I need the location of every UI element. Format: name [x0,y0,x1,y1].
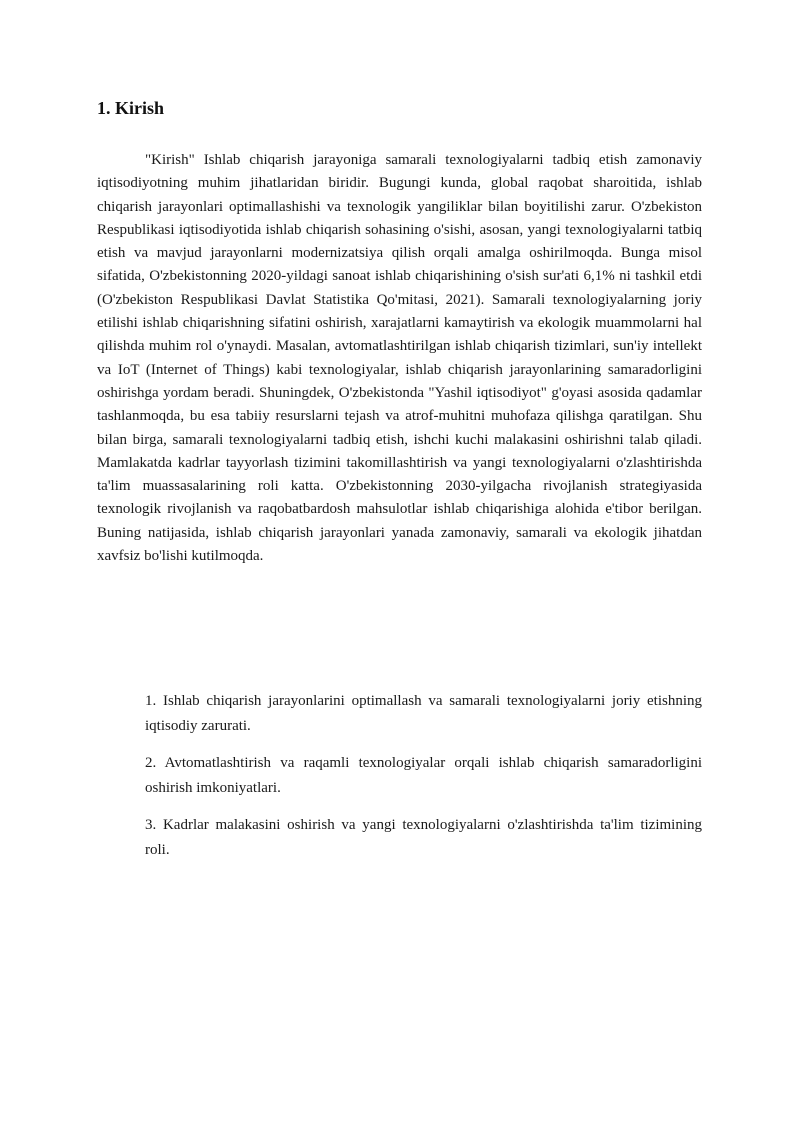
numbered-list [145,689,702,875]
list-item: 2. Avtomatlashtirish va raqamli texnologiyalar orqali ishlab chiqarish samaradorligini oshirish imkoniyatlari. [145,755,702,796]
list-item: 3. Kadrlar malakasini oshirish va yangi texnologiyalarni o'zlashtirishda ta'lim tizimining roli. [145,817,702,858]
intro-paragraph: "Kirish" Ishlab chiqarish jarayoniga samarali texnologiyalarni tadbiq etish zamonaviy iqtisodiyotning muhim jihatlaridan biridir. Bugungi kunda, global raqobat sharoitida, ishlab chiqarish jarayonlari optimallashishi va texnologik yangiliklar bilan boyitilishi zarur. O'zbekiston Respublikasi iqtisodiyotida ishlab chiqarish sohasining o'sishi, asosan, yangi texnologiyalarni tatbiq etish va mavjud jarayonlarni modernizatsiya qilish orqali amalga oshirilmoqda. Bunga misol sifatida, O'zbekistonning 2020-yildagi sanoat ishlab chiqarishining o'sish sur'ati 6,1% ni tashkil etdi (O'zbekiston Respublikasi Davlat Statistika Qo'mitasi, 2021). Samarali texnologiyalarning joriy etilishi ishlab chiqarishning sifatini oshirish, xarajatlarni kamaytirish va ekologik muammolarni hal qilishda muhim rol o'ynaydi. Masalan, avtomatlashtirilgan ishlab chiqarish tizimlari, sun'iy intellekt va IoT (Internet of Things) kabi texnologiyalar, ishlab chiqarish jarayonlarining samaradorligini oshirishga yordam beradi. Shuningdek, O'zbekistonda "Yashil iqtisodiyot" g'oyasi asosida qadamlar tashlanmoqda, bu esa tabiiy resurslarni tejash va atrof-muhitni muhofaza qilishga qaratilgan. Shu bilan birga, samarali texnologiyalarni tadbiq etish, ishchi kuchi malakasini oshirishni talab qiladi. Mamlakatda kadrlar tayyorlash tizimini takomillashtirish va yangi texnologiyalarni o'zlashtirishda ta'lim muassasalarining roli katta. O'zbekistonning 2030-yilgacha rivojlanish strategiyasida texnologik rivojlanish va raqobatbardosh mahsulotlar ishlab chiqarishiga alohida e'tibor berilgan. Buning natijasida, ishlab chiqarish jarayonlari yanada zamonaviy, samarali va ekologik jihatdan xavfsiz bo'lishi kutilmoqda. [97,152,702,565]
list-item: 1. Ishlab chiqarish jarayonlarini optimallash va samarali texnologiyalarni joriy etishning iqtisodiy zarurati. [145,693,702,734]
section-heading: 1. Kirish [97,98,165,118]
